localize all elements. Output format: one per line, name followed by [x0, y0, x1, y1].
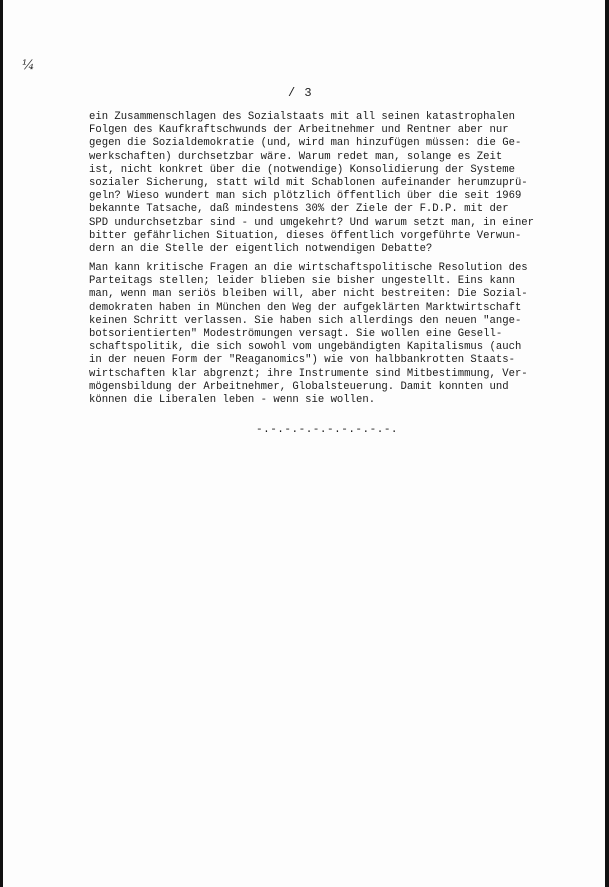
- end-separator: -.-.-.-.-.-.-.-.-.-.: [256, 424, 399, 436]
- paragraph-2: Man kann kritische Fragen an die wirtschaftspolitische Resolution des Parteitags stellen; leider blieben sie bisher ungestellt. Eins kann man, wenn man seriös bleiben will, aber nicht bestreiten: Die Sozial- demokraten haben in München den Weg der aufgeklärten Marktwirtschaft keinen Schritt verlassen. Sie haben sich allerdings den neuen "ange- botsorientierten" Modeströmungen versagt. Sie wollen eine Gesell- schaftspolitik, die sich sowohl vom ungebändigten Kapitalismus (auch in der neuen Form der "Reaganomics") wie von halbbankrotten Staats- wirtschaften klar abgrenzt; ihre Instrumente sind Mitbestimmung, Ver- mögensbildung der Arbeitnehmer, Globalsteuerung. Damit konnten und können die Liberalen leben - wenn sie wollen.: [89, 262, 528, 407]
- scan-border-right: [605, 0, 609, 887]
- handwritten-mark: ¼: [22, 58, 35, 73]
- scan-border-left: [0, 0, 3, 887]
- paragraph-1: ein Zusammenschlagen des Sozialstaats mit all seinen katastrophalen Folgen des Kaufkraftschwunds der Arbeitnehmer und Rentner aber nur gegen die Sozialdemokratie (und, wird man hinzufügen müssen: die Ge- werkschaften) durchsetzbar wäre. Warum redet man, solange es Zeit ist, nicht konkret über die (notwendige) Konsolidierung der Systeme sozialer Sicherung, statt wild mit Schablonen aufeinander herumzuprü- geln? Wieso wundert man sich plötzlich öffentlich über die seit 1969 bekannte Tatsache, daß mindestens 30% der Ziele der F.D.P. mit der SPD undurchsetzbar sind - und umgekehrt? Und warum setzt man, in einer bitter gefährlichen Situation, dieses öffentlich vorgeführte Verwun- dern an die Stelle der eigentlich notwendigen Debatte?: [89, 111, 535, 256]
- page-number: / 3: [288, 86, 313, 100]
